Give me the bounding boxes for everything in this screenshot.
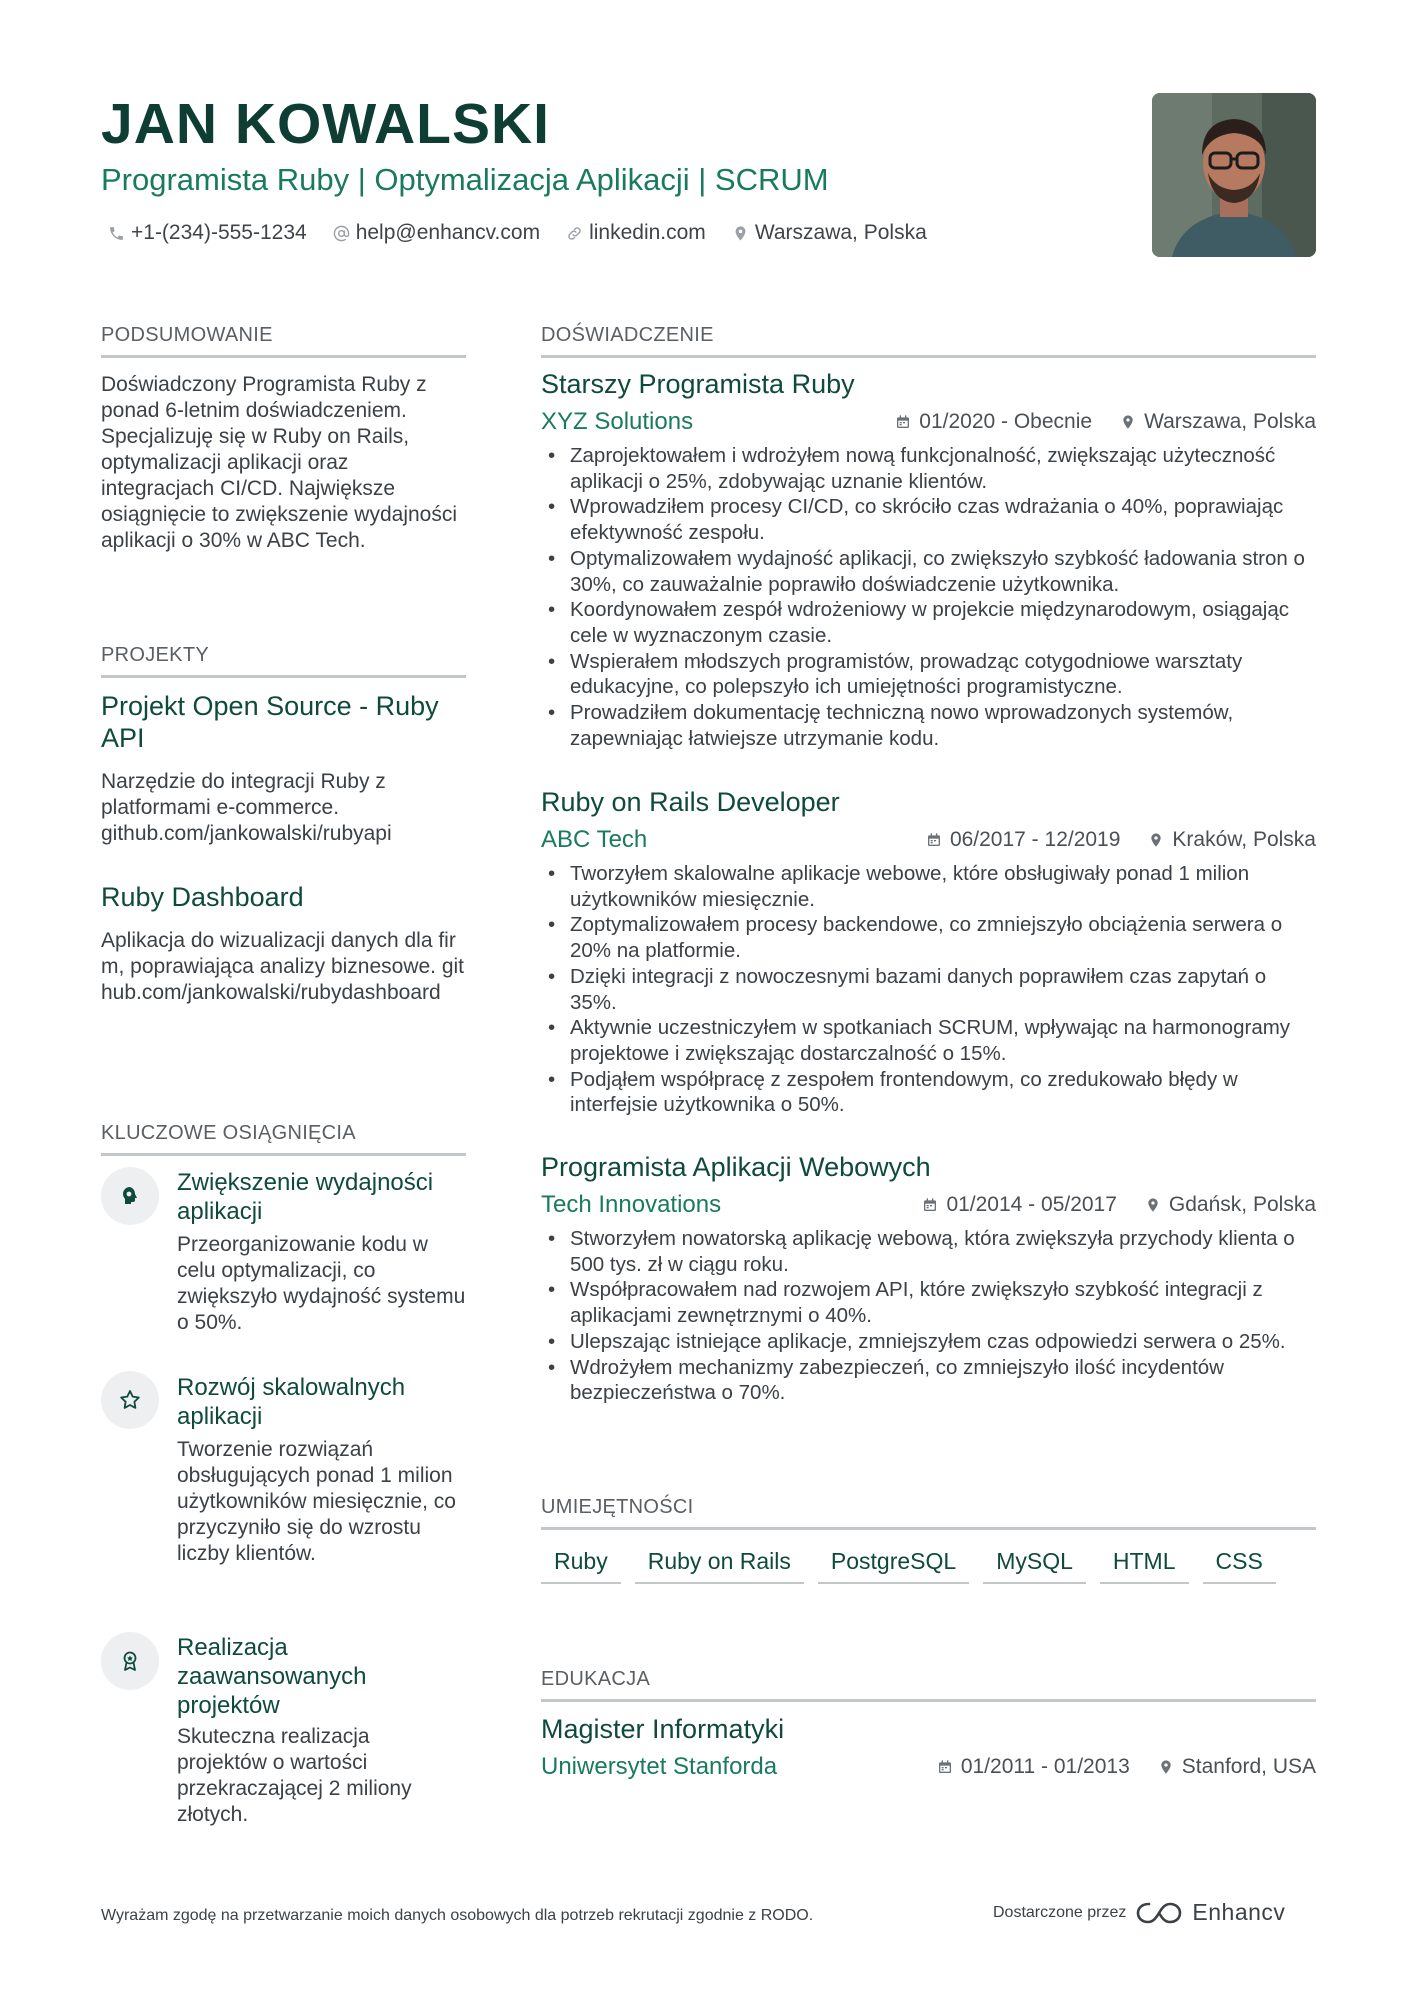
achievement-title: Zwiększenie wydajności aplikacji [177, 1169, 434, 1225]
education-dates [937, 1752, 1130, 1782]
achievement-description: Skuteczna realizacja projektów o wartości przekraczającej 2 miliony złotych. [177, 1725, 412, 1826]
company-name: Tech Innovations [541, 1191, 722, 1218]
job-location-text: Warszawa, Polska [1144, 410, 1316, 433]
linkedin-text: linkedin.com [589, 221, 706, 244]
achievement-title: Realizacja zaawansowanych projektów [177, 1634, 367, 1719]
calendar-icon [937, 1759, 953, 1775]
candidate-title: Programista Ruby | Optymalizacja Aplikacji | SCRUM [101, 162, 829, 197]
link-icon [566, 225, 583, 242]
job-location-text: Kraków, Polska [1172, 828, 1316, 851]
job-bullet: • Optymalizowałem wydajność aplikacji, co zwiększyło szybkość ładowania stron o 30%, co zauważalnie poprawiło doświadczenie użytkownika. [546, 546, 1316, 597]
skill-tag: MySQL [983, 1546, 1086, 1584]
job-bullet: • Ulepszając istniejące aplikacje, zmniejszyłem czas odpowiedzi serwera o 25%. [546, 1329, 1316, 1355]
education-location [1158, 1752, 1316, 1782]
job-bullet: • Wspierałem młodszych programistów, prowadząc cotygodniowe warsztaty edukacyjne, co polepszyło ich umiejętności programistyczne. [546, 649, 1316, 700]
degree-title: Magister Informatyki [541, 1714, 785, 1744]
education-heading: EDUKACJA [541, 1666, 1316, 1702]
enhancv-logo-icon [1136, 1900, 1182, 1926]
job-location [1145, 1190, 1316, 1220]
contact-linkedin[interactable] [566, 218, 706, 248]
job-meta [922, 1190, 1316, 1220]
job-dates [895, 407, 1092, 437]
job-bullet: • Zaprojektowałem i wdrożyłem nową funkcjonalność, zwiększając użyteczność aplikacji o 25%, zdobywając uznanie klientów. [546, 443, 1316, 494]
calendar-icon [895, 414, 911, 430]
job-bullet: • Aktywnie uczestniczyłem w spotkaniach SCRUM, wpływając na harmonogramy projektowe i zwiększając dostarczalność o 15%. [546, 1015, 1316, 1066]
job-bullets [546, 861, 1316, 1118]
contact-email[interactable] [333, 218, 540, 248]
skill-tag: HTML [1100, 1546, 1189, 1584]
job-dates-text: 01/2014 - 05/2017 [946, 1193, 1117, 1216]
company-name: ABC Tech [541, 826, 648, 853]
job-bullets [546, 1226, 1316, 1406]
skill-tag: Ruby on Rails [635, 1546, 804, 1584]
company-name: XYZ Solutions [541, 408, 694, 435]
job-bullet: • Współpracowałem nad rozwojem API, które zwiększyło szybkość integracji z aplikacjami zewnętrznymi o 40%. [546, 1277, 1316, 1328]
profile-photo [1152, 93, 1316, 257]
job-bullet: • Wdrożyłem mechanizmy zabezpieczeń, co zmniejszyło ilość incydentów bezpieczeństwa o 70%. [546, 1355, 1316, 1406]
brain-gear-icon [118, 1184, 142, 1208]
achievement-description: Przeorganizowanie kodu w celu optymalizacji, co zwiększyło wydajność systemu o 50%. [177, 1233, 466, 1334]
job-dates [922, 1190, 1116, 1220]
achievement-icon-badge [101, 1371, 159, 1429]
consent-text: Wyrażam zgodę na przetwarzanie moich danych osobowych dla potrzeb rekrutacji zgodnie z RODO. [101, 1907, 814, 1924]
summary-heading: PODSUMOWANIE [101, 322, 466, 358]
powered-by[interactable] [993, 1899, 1285, 1926]
calendar-icon [922, 1197, 938, 1213]
summary-text: Doświadczony Programista Ruby z ponad 6-letnim doświadczeniem. Specjalizuję się w Ruby on Rails, optymalizacji aplikacji oraz integracjach CI/CD. Największe osiągnięcie to zwiększenie wydajności aplikacji o 30% w ABC Tech. [101, 373, 458, 552]
job-meta [895, 407, 1316, 437]
project-title: Projekt Open Source - Ruby API [101, 691, 439, 753]
job-title: Starszy Programista Ruby [541, 369, 855, 399]
job-title: Programista Aplikacji Webowych [541, 1152, 931, 1182]
job-bullet: • Podjąłem współpracę z zespołem frontendowym, co zredukowało błędy w interfejsie użytkownika o 50%. [546, 1067, 1316, 1118]
skills-list [541, 1546, 1276, 1584]
job-location [1120, 407, 1316, 437]
experience-heading: DOŚWIADCZENIE [541, 322, 1316, 358]
achievement-icon-badge [101, 1167, 159, 1225]
job-meta [926, 825, 1316, 855]
phone-icon [108, 225, 125, 242]
project-title: Ruby Dashboard [101, 882, 304, 912]
calendar-icon [926, 832, 942, 848]
job-bullet: • Dzięki integracji z nowoczesnymi bazami danych poprawiłem czas zapytań o 35%. [546, 964, 1316, 1015]
skill-tag: CSS [1203, 1546, 1276, 1584]
star-icon [118, 1388, 142, 1412]
candidate-name: JAN KOWALSKI [101, 92, 551, 156]
job-bullet: • Tworzyłem skalowalne aplikacje webowe, które obsługiwały ponad 1 milion użytkowników miesięcznie. [546, 861, 1316, 912]
job-dates-text: 01/2020 - Obecnie [919, 410, 1093, 433]
location-pin-icon [1120, 414, 1136, 430]
job-bullet: • Koordynowałem zespół wdrożeniowy w projekcie międzynarodowym, osiągając cele w wyznaczonym czasie. [546, 597, 1316, 648]
email-text: help@enhancv.com [355, 221, 541, 244]
achievements-heading: KLUCZOWE OSIĄGNIĘCIA [101, 1120, 466, 1156]
achievement-icon-badge [101, 1632, 159, 1690]
school-name: Uniwersytet Stanforda [541, 1753, 778, 1780]
job-bullet: • Wprowadziłem procesy CI/CD, co skróciło czas wdrażania o 40%, poprawiając efektywność zespołu. [546, 494, 1316, 545]
job-title: Ruby on Rails Developer [541, 787, 840, 817]
job-bullet: • Zoptymalizowałem procesy backendowe, co zmniejszyło obciążenia serwera o 20% na platformie. [546, 912, 1316, 963]
powered-by-label: Dostarczone przez [993, 1903, 1127, 1921]
contact-phone[interactable] [108, 218, 307, 248]
job-dates-text: 06/2017 - 12/2019 [949, 828, 1121, 851]
education-meta [937, 1752, 1316, 1782]
skills-heading: UMIEJĘTNOŚCI [541, 1494, 1316, 1530]
skill-tag: PostgreSQL [818, 1546, 969, 1584]
at-icon [333, 225, 350, 242]
achievement-title: Rozwój skalowalnych aplikacji [177, 1374, 406, 1430]
job-location [1148, 825, 1316, 855]
project-description: Aplikacja do wizualizacji danych dla firm, poprawiająca analizy biznesowe. github.com/jankowalski/rubydashboard [101, 929, 465, 1004]
contact-location [732, 218, 927, 248]
education-dates-text: 01/2011 - 01/2013 [960, 1755, 1130, 1778]
projects-heading: PROJEKTY [101, 642, 466, 678]
location-pin-icon [732, 225, 749, 242]
award-icon [118, 1649, 142, 1673]
brand-name: Enhancv [1192, 1899, 1286, 1925]
job-bullets [546, 443, 1316, 751]
contact-bar [108, 218, 927, 248]
job-location-text: Gdańsk, Polska [1168, 1193, 1316, 1216]
phone-text: +1-(234)-555-1234 [131, 221, 307, 244]
education-location-text: Stanford, USA [1181, 1755, 1316, 1778]
location-pin-icon [1145, 1197, 1161, 1213]
location-text: Warszawa, Polska [754, 221, 927, 244]
job-bullet: • Stworzyłem nowatorską aplikację webową, która zwiększyła przychody klienta o 500 tys. zł w ciągu roku. [546, 1226, 1316, 1277]
skill-tag: Ruby [541, 1546, 621, 1584]
achievement-description: Tworzenie rozwiązań obsługujących ponad 1 milion użytkowników miesięcznie, co przyczyniło się do wzrostu liczby klientów. [177, 1438, 456, 1565]
location-pin-icon [1148, 832, 1164, 848]
project-description: Narzędzie do integracji Ruby z platformami e-commerce. github.com/jankowalski/rubyapi [101, 770, 392, 845]
location-pin-icon [1158, 1759, 1174, 1775]
job-bullet: • Prowadziłem dokumentację techniczną nowo wprowadzonych systemów, zapewniając łatwiejsze utrzymanie kodu. [546, 700, 1316, 751]
job-dates [926, 825, 1120, 855]
